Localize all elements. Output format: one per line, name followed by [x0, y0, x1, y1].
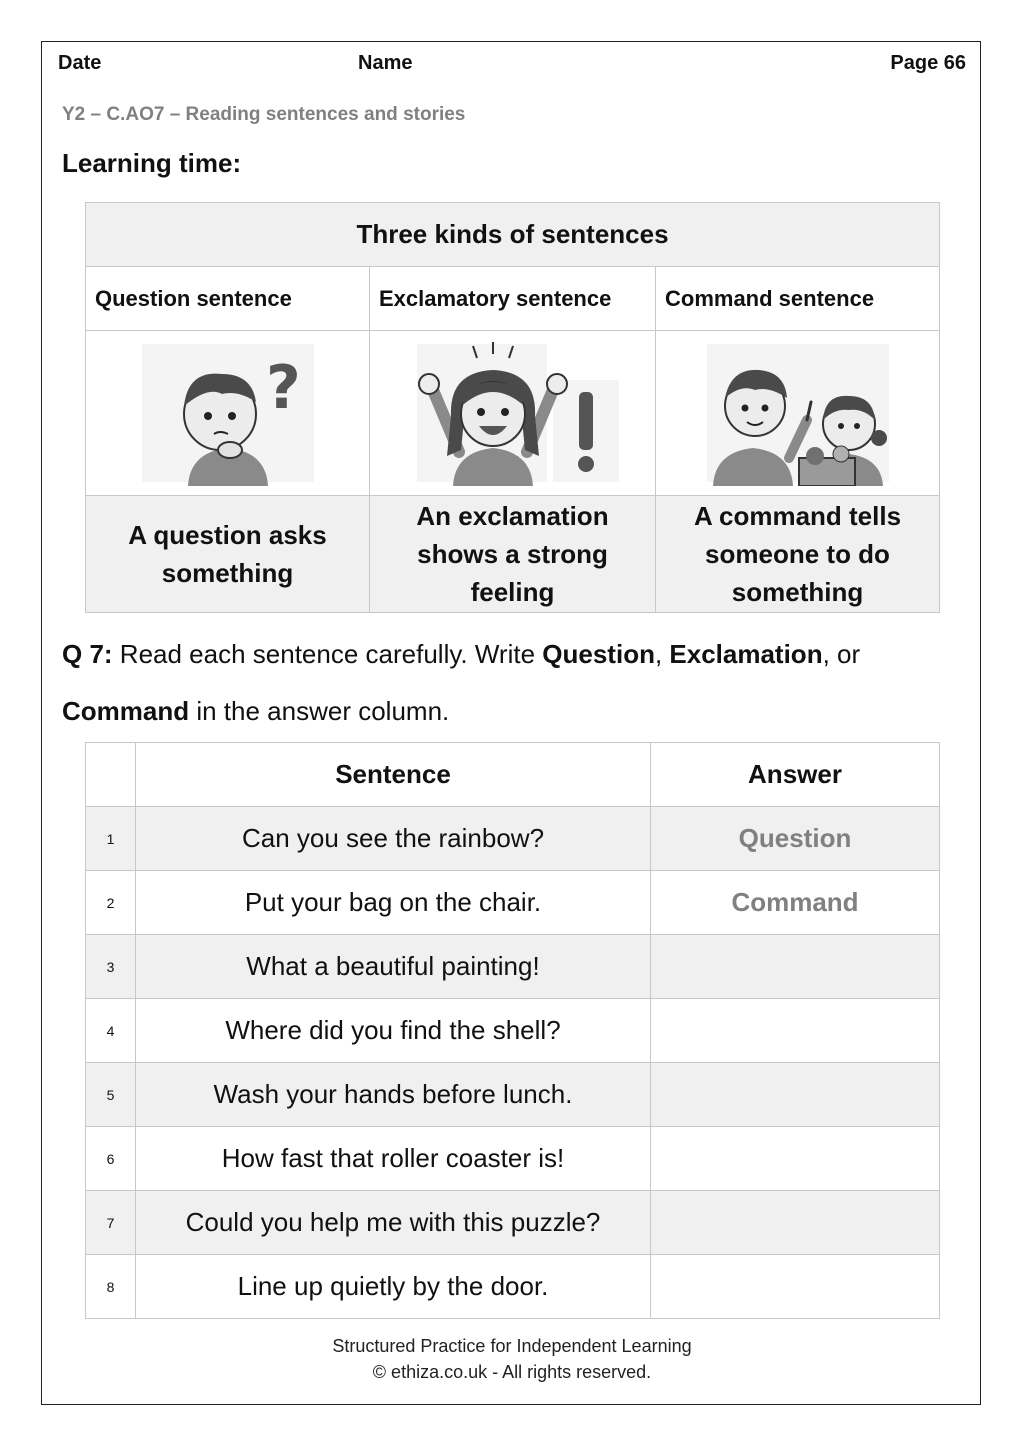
answer-cell[interactable]: Command: [651, 871, 940, 935]
worksheet-page: [41, 41, 981, 1405]
sentence-cell: Can you see the rainbow?: [136, 807, 651, 871]
date-label: Date: [58, 52, 102, 74]
footer-tagline: Structured Practice for Independent Learning: [332, 1336, 692, 1356]
table-row: [86, 1255, 940, 1319]
row-number: 4: [86, 999, 136, 1063]
answer-cell[interactable]: [651, 1127, 940, 1191]
question-description: A question asks something: [86, 496, 370, 613]
type-label-exclamatory: Exclamatory sentence: [370, 267, 656, 331]
table-row: [86, 1191, 940, 1255]
answer-cell[interactable]: Question: [651, 807, 940, 871]
sentence-column-header: Sentence: [136, 743, 651, 807]
sentence-cell: Wash your hands before lunch.: [136, 1063, 651, 1127]
sentence-cell: Line up quietly by the door.: [136, 1255, 651, 1319]
table-row: [86, 935, 940, 999]
row-number: 1: [86, 807, 136, 871]
sentence-cell: Put your bag on the chair.: [136, 871, 651, 935]
exclamation-description: An exclamation shows a strong feeling: [370, 496, 656, 613]
exclamation-picture-cell: [370, 331, 656, 496]
lesson-subtitle: Y2 – C.AO7 – Reading sentences and stories: [62, 104, 466, 125]
sentence-cell: What a beautiful painting!: [136, 935, 651, 999]
answer-cell[interactable]: [651, 999, 940, 1063]
excited-girl-icon: [393, 340, 633, 486]
answer-cell[interactable]: [651, 935, 940, 999]
learning-time-heading: Learning time:: [62, 148, 242, 178]
type-label-question: Question sentence: [86, 267, 370, 331]
row-number: 6: [86, 1127, 136, 1191]
sentence-cell: Could you help me with this puzzle?: [136, 1191, 651, 1255]
question-instructions: Q 7: Read each sentence carefully. Write Question, Exclamation, or Command in the answer column.: [62, 639, 861, 726]
row-number: 3: [86, 935, 136, 999]
table-row: [86, 1063, 940, 1127]
table-row: [86, 1127, 940, 1191]
table-row: [86, 871, 940, 935]
command-description: A command tells someone to do something: [656, 496, 940, 613]
answer-table: [85, 742, 940, 1319]
thinking-boy-icon: [138, 340, 318, 486]
type-label-command: Command sentence: [656, 267, 940, 331]
table-row: [86, 807, 940, 871]
page-number: Page 66: [890, 52, 966, 74]
row-number: 8: [86, 1255, 136, 1319]
sentence-cell: Where did you find the shell?: [136, 999, 651, 1063]
footer-copyright: © ethiza.co.uk - All rights reserved.: [372, 1362, 652, 1382]
kinds-table-title: Three kinds of sentences: [86, 203, 940, 267]
question-picture-cell: [86, 331, 370, 496]
row-number: 2: [86, 871, 136, 935]
sentence-cell: How fast that roller coaster is!: [136, 1127, 651, 1191]
command-picture-cell: [656, 331, 940, 496]
sentence-kinds-table: [85, 202, 940, 613]
name-label: Name: [358, 52, 413, 74]
number-column-header: [86, 743, 136, 807]
answer-cell[interactable]: [651, 1063, 940, 1127]
answer-column-header: Answer: [651, 743, 940, 807]
answer-cell[interactable]: [651, 1191, 940, 1255]
row-number: 7: [86, 1191, 136, 1255]
answer-cell[interactable]: [651, 1255, 940, 1319]
svg-text:?: ?: [265, 353, 301, 423]
row-number: 5: [86, 1063, 136, 1127]
table-row: [86, 999, 940, 1063]
question-number: Q 7:: [62, 639, 113, 669]
pointing-boy-icon: [703, 340, 893, 486]
